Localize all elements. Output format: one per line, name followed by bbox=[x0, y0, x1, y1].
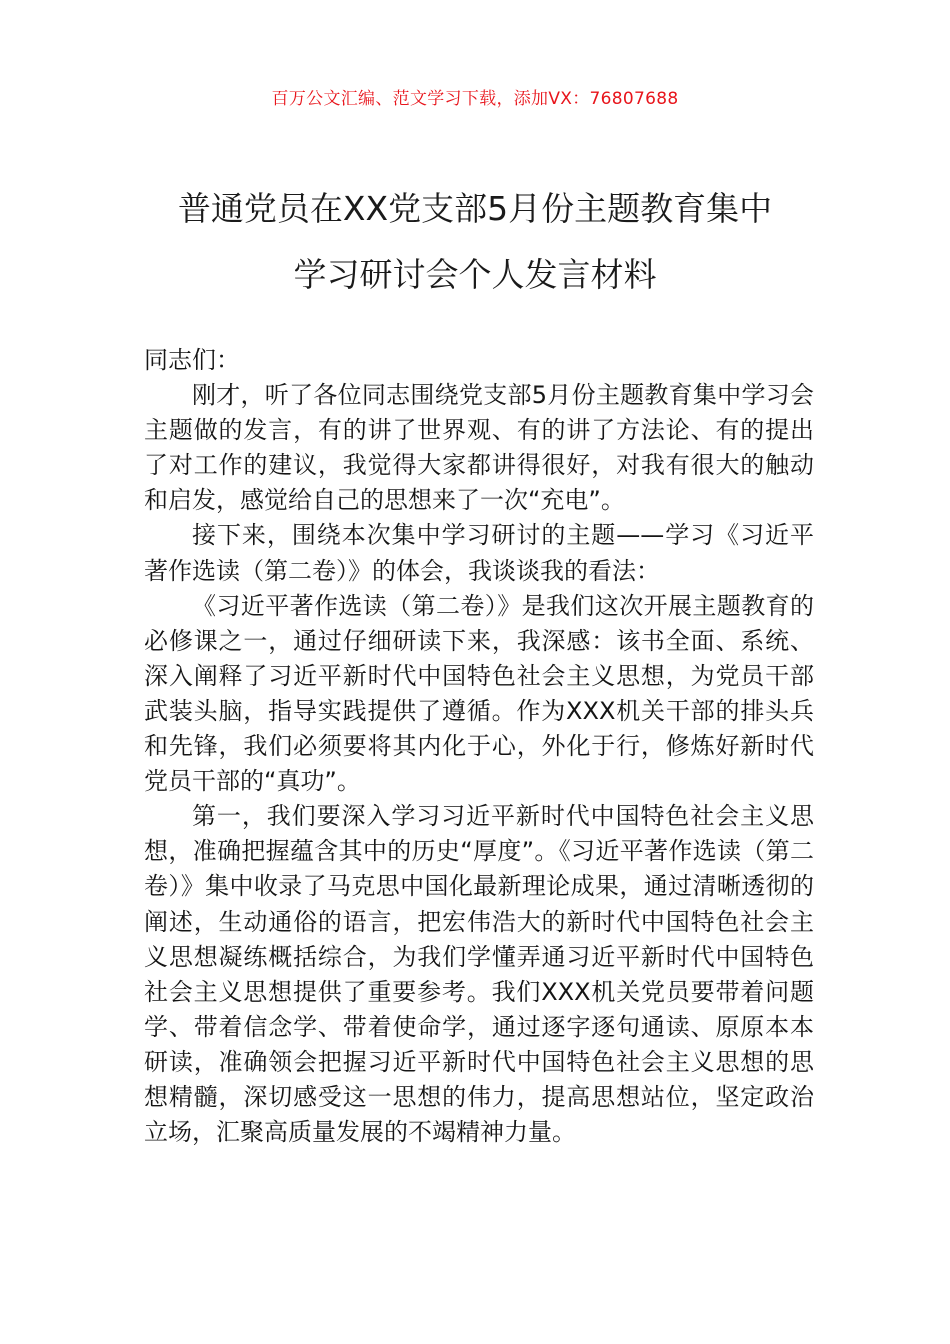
document-title-line-1: 普通党员在XX党支部5月份主题教育集中 bbox=[177, 189, 773, 228]
paragraph-point-one: 第一，我们要深入学习习近平新时代中国特色社会主义思想，准确把握蕴含其中的历史“厚度”。《习近平著作选读（第二卷）》集中收录了马克思中国化最新理论成果，通过清晰透彻的阐述，生动通俗的语言，把宏伟浩大的新时代中国特色社会主义思想凝练概括综合，为我们学懂弄通习近平新时代中国特色社会主义思想提供了重要参考。我们XXX机关党员要带着问题学、带着信念学、带着使命学，通过逐字逐句通读、原原本本研读，准确领会把握习近平新时代中国特色社会主义思想的思想精髓，深切感受这一思想的伟力，提高思想站位，坚定政治立场，汇聚高质量发展的不竭精神力量。 bbox=[144, 802, 814, 1147]
download-banner: 百万公文汇编、范文学习下载，添加VX：76807688 bbox=[271, 89, 679, 109]
salutation: 同志们： bbox=[144, 346, 240, 374]
paragraph-topic: 接下来，围绕本次集中学习研讨的主题——学习《习近平著作选读（第二卷）》的体会，我谈谈我的看法： bbox=[144, 521, 814, 585]
document-body bbox=[144, 343, 814, 1150]
document-title-line-2: 学习研讨会个人发言材料 bbox=[293, 255, 657, 294]
paragraph-opening: 刚才，听了各位同志围绕党支部5月份主题教育集中学习会主题做的发言，有的讲了世界观、有的讲了方法论、有的提出了对工作的建议，我觉得大家都讲得很好，对我有很大的触动和启发，感觉给自己的思想来了一次“充电”。 bbox=[144, 381, 814, 515]
paragraph-book-overview: 《习近平著作选读（第二卷）》是我们这次开展主题教育的必修课之一，通过仔细研读下来，我深感：该书全面、系统、深入阐释了习近平新时代中国特色社会主义思想，为党员干部武装头脑，指导实践提供了遵循。作为XXX机关干部的排头兵和先锋，我们必须要将其内化于心，外化于行，修炼好新时代党员干部的“真功”。 bbox=[144, 591, 814, 796]
